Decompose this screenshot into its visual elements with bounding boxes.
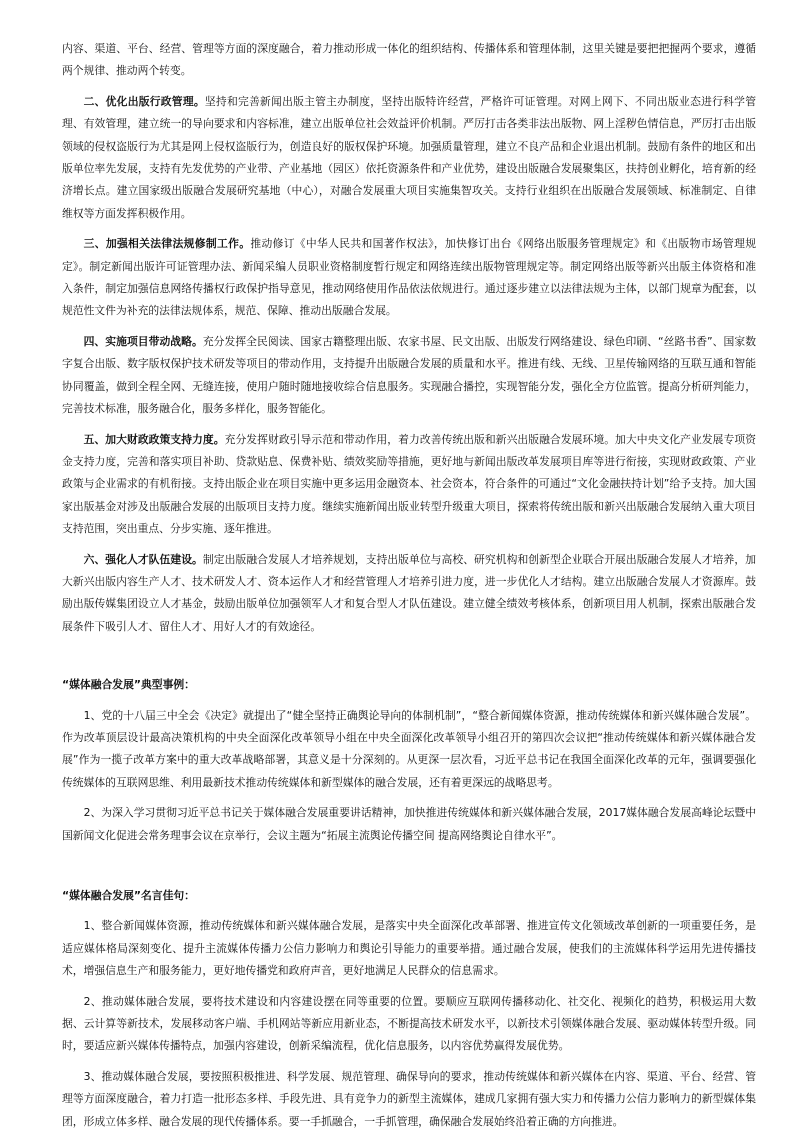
policy-point-5-body: 充分发挥财政引导示范和带动作用，着力改善传统出版和新兴出版融合发展环境。加大中央文化产业发展专项资金支持力度，完善和落实项目补助、贷款贴息、保费补贴、绩效奖励等措施，更好地与新闻出版改革发展项目库等进行衔接，实现财政政策、产业政策与企业需求的有机衔接。支持出版企业在项目实施中更多运用金融资本、社会资本，符合条件的可通过“文化金融扶持计划”给予支持。加大国家出版基金对涉及出版融合发展的出版项目支持力度。继续实施新闻出版业转型升级重大项目，探索将传统出版和新兴出版融合发展纳入重大项目支持范围，突出重点、分步实施、逐年推进。 [62,432,756,536]
policy-point-6-title: 六、强化人才队伍建设。 [83,552,203,566]
case-item-2: 2、为深入学习贯彻习近平总书记关于媒体融合发展重要讲话精神，加快推进传统媒体和新兴媒体融合发展，2017媒体融合发展高峰论坛暨中国新闻文化促进会常务理事会议在京举行，会议主题为“拓展主流舆论传播空间 提高网络舆论自律水平”。 [62,806,756,842]
document-page [62,38,756,1133]
quote-item-3: 3、推动媒体融合发展，要按照积极推进、科学发展、规范管理、确保导向的要求，推动传统媒体和新兴媒体在内容、渠道、平台、经营、管理等方面深度融合，着力打造一批形态多样、手段先进、具有竞争力的新型主流媒体，建成几家拥有强大实力和传播力公信力影响力的新型媒体集团，形成立体多样、融合发展的现代传播体系。要一手抓融合，一手抓管理，确保融合发展始终沿着正确的方向推进。 [62,1069,756,1128]
policy-point-2-title: 二、优化出版行政管理。 [83,94,205,108]
case-item-1: 1、党的十八届三中全会《决定》就提出了“健全坚持正确舆论导向的体制机制”，“整合新闻媒体资源，推动传统媒体和新兴媒体融合发展”。作为改革顶层设计最高决策机构的中央全面深化改革领导小组在中央全面深化改革领导小组召开的第四次会议把“推动传统媒体和新兴媒体融合发展”作为一揽子改革方案中的重大改革战略部署，其意义是十分深刻的。从更深一层次看，习近平总书记在我国全面深化改革的元年，强调要强化传统媒体的互联网思维、利用最新技术推动传统媒体和新型媒体的融合发展，还有着更深远的战略思考。 [62,708,756,789]
policy-point-5 [62,429,756,541]
section-spacer [62,638,756,674]
policy-point-3 [62,233,756,323]
policy-point-4-title: 四、实施项目带动战略。 [83,334,203,348]
policy-point-2-body: 坚持和完善新闻出版主管主办制度，坚持出版特许经营，严格许可证管理。对网上网下、不同出版业态进行科学管理、有效管理，建立统一的导向要求和内容标准，建立出版单位社会效益评价机制。严厉打击各类非法出版物、网上淫秽色情信息，严厉打击出版领域的侵权盗版行为尤其是网上侵权盗版行为，创造良好的版权保护环境。加强质量管理，建立不良产品和企业退出机制。鼓励有条件的地区和出版单位率先发展，支持有先发优势的产业带、产业基地（园区）依托资源条件和产业优势，建设出版融合发展聚集区，扶持创业孵化，培育新的经济增长点。建立国家级出版融合发展研究基地（中心），对融合发展重大项目实施集智攻关。支持行业组织在出版融合发展领域、标准制定、自律维权等方面发挥积极作用。 [62,94,756,220]
policy-point-2 [62,91,756,225]
policy-point-3-body: 推动修订《中华人民共和国著作权法》，加快修订出台《网络出版服务管理规定》和《出版物市场管理规定》。制定新闻出版许可证管理办法、新闻采编人员职业资格制度暂行规定和网络连续出版物管理规定等。制定网络出版等新兴出版主体资格和准入条件，制定加强信息网络传播权行政保护指导意见，推动网络使用作品依法依规进行。通过逐步建立以法律法规为主体，以部门规章为配套，以规范性文件为补充的法律法规体系，规范、保障、推动出版融合发展。 [62,237,756,318]
section-spacer [62,847,756,885]
policy-point-4-body: 充分发挥全民阅读、国家古籍整理出版、农家书屋、民文出版、出版发行网络建设、绿色印刷、“丝路书香”、国家数字复合出版、数字版权保护技术研发等项目的带动作用，支持提升出版融合发展的质量和水平。推进有线、无线、卫星传输网络的互联互通和智能协同覆盖，做到全程全网、无缝连接，使用户随时随地接收综合信息服务。实现融合播控，实现智能分发，强化全方位监管。提高分析研判能力，完善技术标准，服务融合化，服务多样化，服务智能化。 [62,334,757,416]
quotes-heading: “媒体融合发展”名言佳句： [62,889,195,902]
quote-item-2: 2、推动媒体融合发展，要将技术建设和内容建设摆在同等重要的位置。要顺应互联网传播移动化、社交化、视频化的趋势，积极运用大数据、云计算等新技术，发展移动客户端、手机网站等新应用新业态，不断提高技术研发水平，以新技术引领媒体融合发展、驱动媒体转型升级。同时，要适应新兴媒体传播特点，加强内容建设，创新采编流程，优化信息服务，以内容优势赢得发展优势。 [62,994,756,1053]
cases-heading: “媒体融合发展”典型事例： [62,678,195,692]
policy-point-4 [62,331,756,421]
policy-point-6 [62,549,756,639]
policy-point-6-body: 制定出版融合发展人才培养规划，支持出版单位与高校、研究机构和创新型企业联合开展出版融合发展人才培养，加大新兴出版内容生产人才、技术研发人才、资本运作人才和经营管理人才培养引进力度，进一步优化人才结构。建立出版融合发展人才资源库。鼓励出版传媒集团设立人才基金，鼓励出版单位加强领军人才和复合型人才队伍建设。建立健全绩效考核体系，创新项目用人机制，探索出版融合发展条件下吸引人才、留住人才、用好人才的有效途径。 [62,552,757,633]
policy-point-3-title: 三、加强相关法律法规修制工作。 [83,237,251,251]
policy-point-5-title: 五、加大财政政策支持力度。 [83,432,225,446]
quote-item-1: 1、整合新闻媒体资源，推动传统媒体和新兴媒体融合发展，是落实中央全面深化改革部署、推进宣传文化领域改革创新的一项重要任务，是适应媒体格局深刻变化、提升主流媒体传播力公信力影响力和舆论引导能力的重要举措。通过融合发展，使我们的主流媒体科学运用先进传播技术，增强信息生产和服务能力，更好地传播党和政府声音，更好地满足人民群众的信息需求。 [62,919,756,978]
intro-paragraph: 内容、渠道、平台、经营、管理等方面的深度融合，着力推动形成一体化的组织结构、传播体系和管理体制，这里关键是要把把握两个要求，遵循两个规律、推动两个转变。 [62,42,756,78]
